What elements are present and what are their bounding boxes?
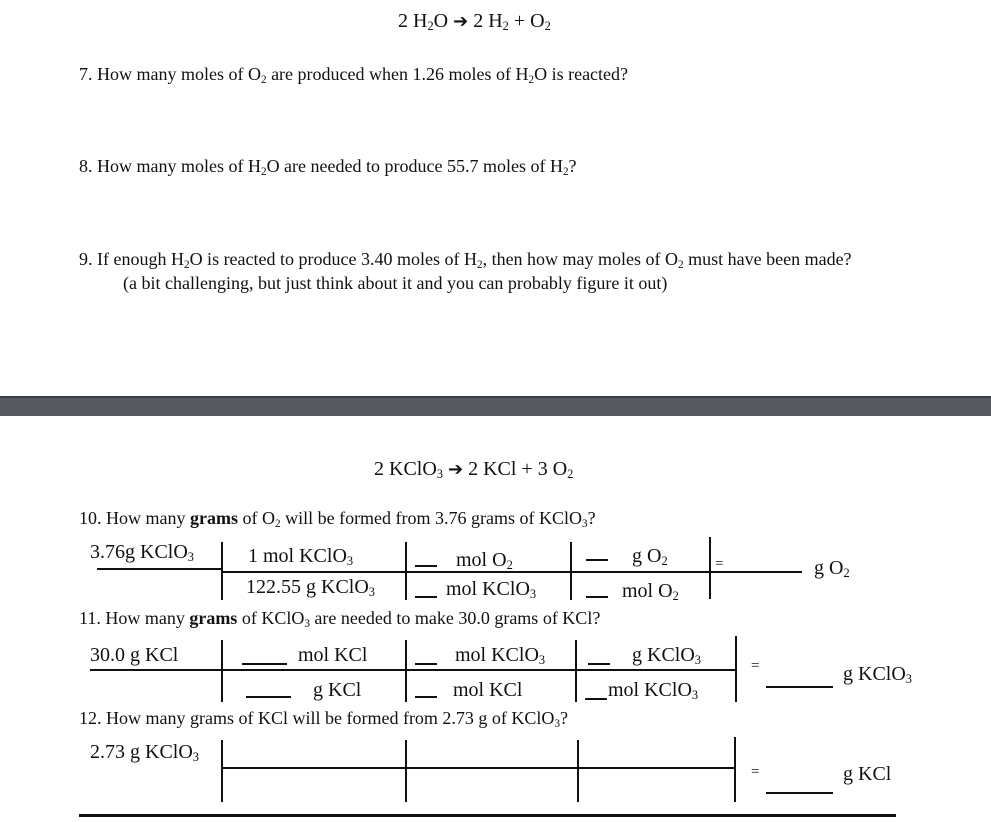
q11-factor2-num: mol KClO$_3$ — [455, 644, 546, 668]
question-8: 8. How many moles of $H_2O$ are needed to produce 55.7 moles of $H_2$? — [79, 156, 577, 178]
q12-divider — [405, 740, 407, 802]
q10-blank[interactable] — [415, 565, 437, 567]
q11-factor1-den: g KCl — [313, 679, 362, 701]
reaction-arrow-icon: ➔ — [448, 459, 464, 480]
q10-factor2-num: mol $O_2$ — [456, 549, 513, 573]
question-11: 11. How many grams of KClO$_3$ are needed to make 30.0 grams of KCl? — [79, 608, 601, 630]
q10-start-value: 3.76g KClO$_3$ — [90, 541, 194, 565]
q12-answer-blank[interactable] — [766, 792, 833, 794]
q11-divider — [221, 640, 223, 702]
q10-start-underline — [97, 568, 222, 570]
q10-blank[interactable] — [586, 596, 608, 598]
q11-divider — [735, 636, 737, 702]
q10-blank[interactable] — [415, 596, 437, 598]
q11-factor2-den: mol KCl — [453, 679, 523, 701]
equation-kclo3: 2 KClO$_3$ ➔ 2 KCl + 3 $O_2$ — [374, 458, 574, 482]
q10-divider — [570, 542, 572, 600]
q11-blank[interactable] — [246, 696, 291, 698]
q11-divider — [405, 640, 407, 702]
q12-equals: = — [751, 764, 760, 780]
reaction-arrow-icon: ➔ — [453, 11, 469, 32]
q10-blank[interactable] — [586, 559, 608, 561]
q11-blank[interactable] — [415, 696, 437, 698]
q11-blank[interactable] — [415, 663, 437, 665]
q11-blank[interactable] — [242, 663, 287, 665]
q12-answer-unit: g KCl — [843, 763, 892, 785]
q10-divider — [405, 542, 407, 600]
q11-blank[interactable] — [585, 698, 607, 700]
q10-divider — [709, 537, 711, 599]
q12-divider — [221, 740, 223, 802]
equation-water: 2 $H_2O$ ➔ 2 $H_2 + O_2$ — [398, 10, 551, 34]
q12-start-value: 2.73 g KClO$_3$ — [90, 741, 199, 765]
q10-answer-blank[interactable] — [731, 571, 802, 573]
q11-divider — [575, 640, 577, 702]
q11-factor3-den: mol KClO$_3$ — [608, 679, 699, 703]
q12-divider — [734, 737, 736, 802]
q10-factor2-den: mol KClO$_3$ — [446, 578, 537, 602]
q10-answer-unit: g $O_2$ — [814, 557, 850, 581]
q10-factor3-den: mol $O_2$ — [622, 580, 679, 604]
q11-answer-unit: g KClO$_3$ — [843, 663, 912, 687]
q11-factor3-num: g KClO$_3$ — [632, 644, 701, 668]
q10-factor3-num: g $O_2$ — [632, 545, 668, 569]
question-9: 9. If enough $H_2O$ is reacted to produce 3.40 moles of $H_2$, then how may moles of $O_2$ must have been made? — [79, 249, 852, 271]
q10-factor1-num: 1 mol KClO$_3$ — [248, 545, 354, 569]
q11-equals: = — [751, 658, 760, 674]
q11-fraction-bar — [221, 669, 736, 671]
question-9-note: (a bit challenging, but just think about it and you can probably figure it out) — [123, 273, 668, 293]
page-divider — [0, 398, 991, 416]
q11-start-value: 30.0 g KCl — [90, 644, 179, 666]
q11-start-underline — [90, 669, 222, 671]
question-12: 12. How many grams of KCl will be formed from 2.73 g of KClO$_3$? — [79, 708, 569, 730]
q12-fraction-bar — [221, 767, 736, 769]
q11-blank[interactable] — [588, 663, 610, 665]
q10-equals: = — [715, 556, 724, 572]
question-7: 7. How many moles of $O_2$ are produced when 1.26 moles of $H_2O$ is reacted? — [79, 64, 629, 86]
q11-factor1-num: mol KCl — [298, 644, 368, 666]
q11-answer-blank[interactable] — [766, 686, 833, 688]
q12-divider — [577, 740, 579, 802]
q10-factor1-den: 122.55 g KClO$_3$ — [246, 576, 375, 600]
bottom-rule — [79, 814, 896, 817]
question-10: 10. How many grams of $O_2$ will be formed from 3.76 grams of KClO$_3$? — [79, 508, 596, 530]
